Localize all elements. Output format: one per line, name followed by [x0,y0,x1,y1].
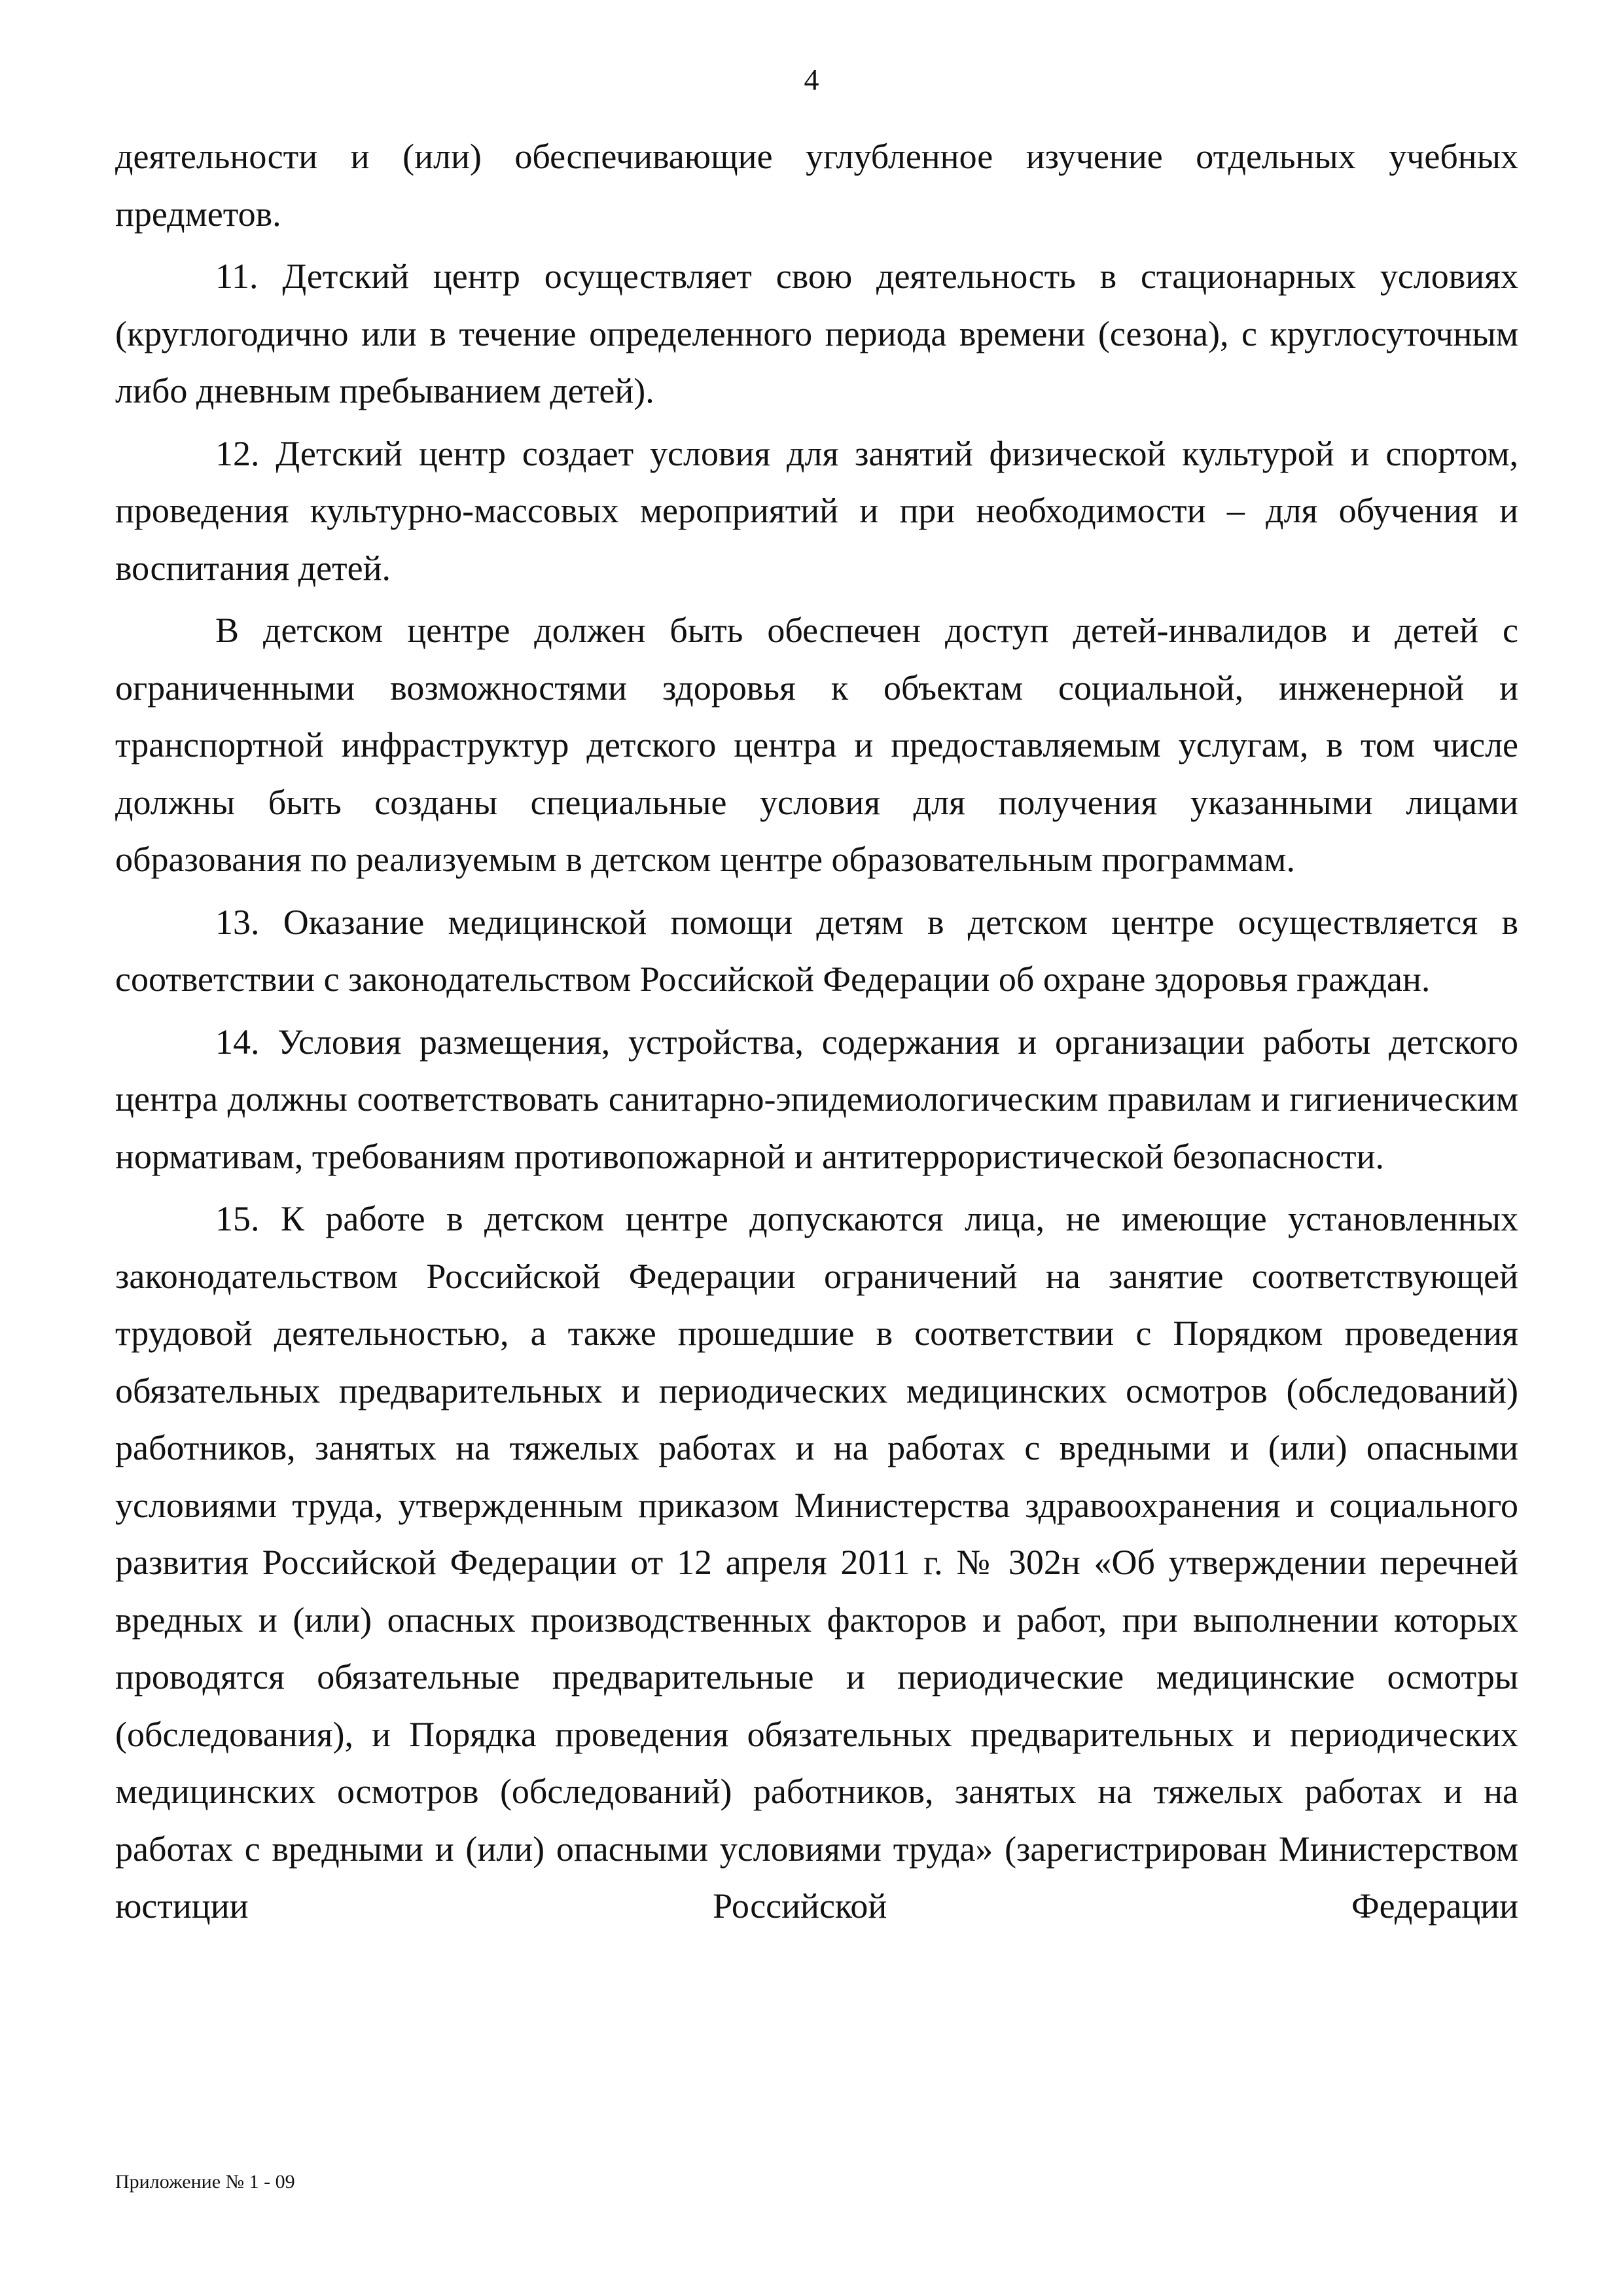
paragraph-15: 15. К работе в детском центре допускаются лица, не имеющие установленных законодательством Российской Федерации ограничений на занятие соответствующей трудовой деятельностью, а также прошедшие в соответствии с Порядком проведения обязательных предварительных и периодических медицинских осмотров (обследований) работников, занятых на тяжелых работах и на работах с вредными и (или) опасными условиями труда, утвержденным приказом Министерства здравоохранения и социального развития Российской Федерации от 12 апреля 2011 г. № 302н «Об утверждении перечней вредных и (или) опасных производственных факторов и работ, при выполнении которых проводятся обязательные предварительные и периодические медицинские осмотры (обследования), и Порядка проведения обязательных предварительных и периодических медицинских осмотров (обследований) работников, занятых на тяжелых работах и на работах с вредными и (или) опасными условиями труда» (зарегистрирован Министерством юстиции Российской Федерации [115,1199,1518,1926]
footer-attachment-label: Приложение № 1 - 09 [115,2171,295,2193]
paragraph-continuation: деятельности и (или) обеспечивающие углубленное изучение отдельных учебных предметов. [115,137,1518,234]
document-body [115,128,1518,1941]
page-number: 4 [804,63,819,96]
paragraph-13: 13. Оказание медицинской помощи детям в детском центре осуществляется в соответствии с законодательством Российской Федерации об охране здоровья граждан. [115,902,1518,999]
paragraph-11: 11. Детский центр осуществляет свою деятельность в стационарных условиях (круглогодично или в течение определенного периода времени (сезона), с круглосуточным либо дневным пребыванием детей). [115,257,1518,410]
paragraph-14: 14. Условия размещения, устройства, содержания и организации работы детского центра должны соответствовать санитарно-эпидемиологическим правилам и гигиеническим нормативам, требованиям противопожарной и антитеррористической безопасности. [115,1022,1518,1176]
paragraph-12: 12. Детский центр создает условия для занятий физической культурой и спортом, проведения культурно-массовых мероприятий и при необходимости – для обучения и воспитания детей. [115,433,1518,588]
paragraph-accessibility: В детском центре должен быть обеспечен доступ детей-инвалидов и детей с ограниченными возможностями здоровья к объектам социальной, инженерной и транспортной инфраструктур детского центра и предоставляемым услугам, в том числе должны быть созданы специальные условия для получения указанными лицами образования по реализуемым в детском центре образовательным программам. [115,611,1518,879]
